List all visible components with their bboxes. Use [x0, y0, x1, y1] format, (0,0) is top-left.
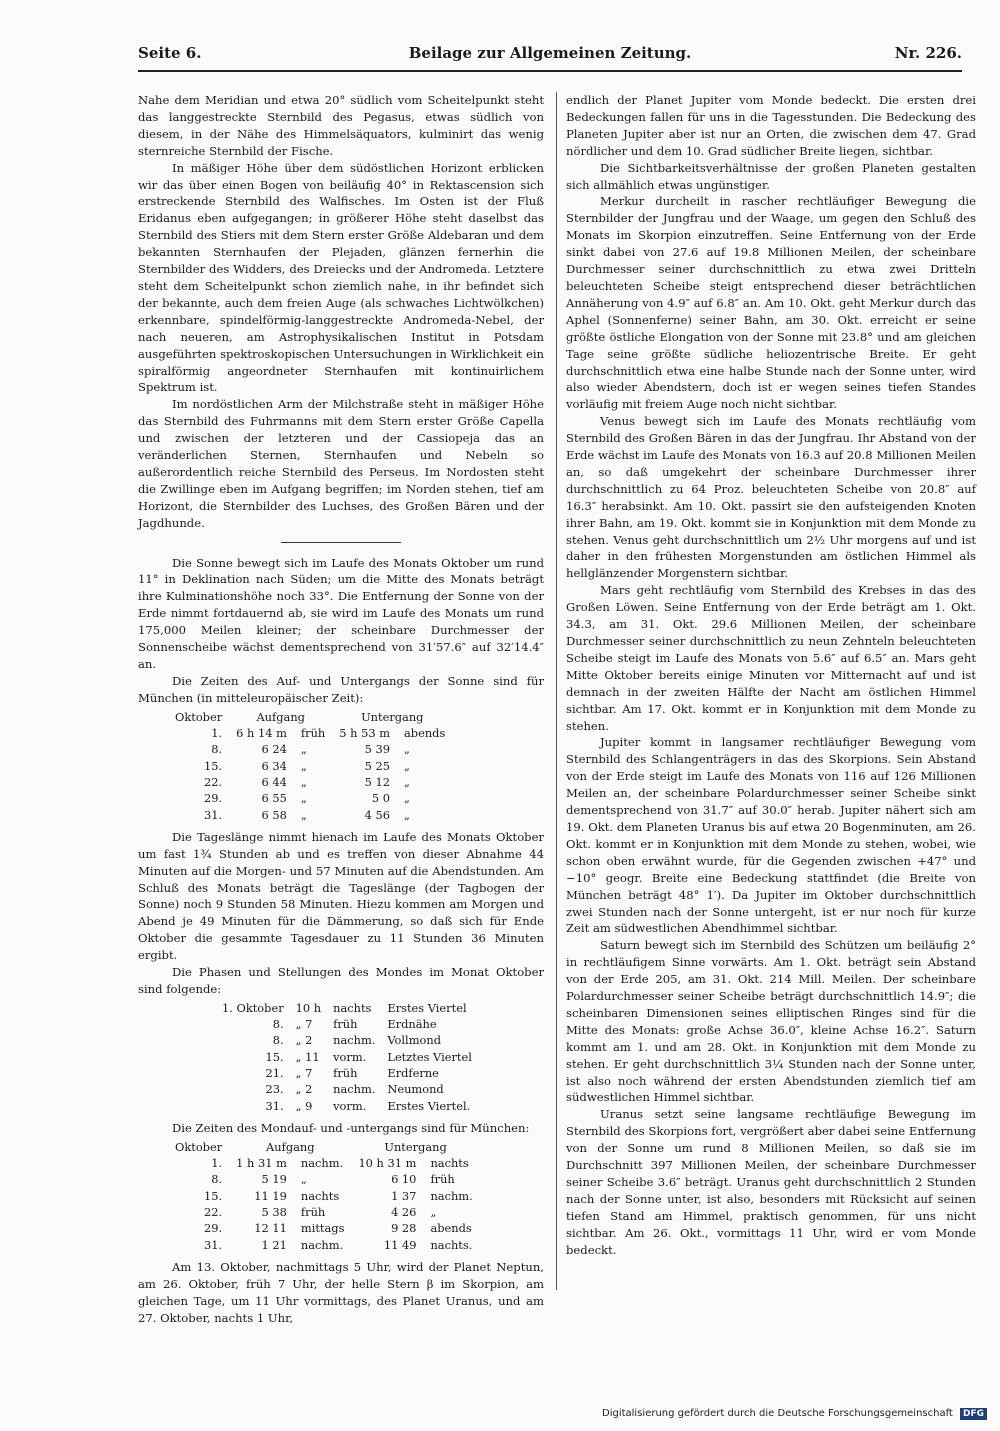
table-row [216, 1000, 478, 1016]
paragraph: Die Sonne bewegt sich im Laufe des Monats Oktober um rund 11° in Deklination nach Süden; um die Mitte des Monats beträgt ihre Kulminationshöhe noch 33°. Die Entfernung der Sonne von der Erde nimmt fortdauernd ab, sie wird im Laufe des Monats um rund 175,000 Meilen kleiner; der scheinbare Durchmesser der Sonnenscheibe wächst dementsprechend von 31′57.6″ auf 32′14.4″ an. [138, 555, 544, 671]
table-cell: „ [404, 807, 410, 822]
table-row [216, 1081, 478, 1097]
table-cell: „ [404, 758, 410, 773]
right-column [566, 92, 976, 1259]
table-cell: 5 39 [364, 742, 390, 757]
header-rule [138, 70, 962, 72]
table-cell: 1 37 [391, 1188, 417, 1203]
table-cell: 1 21 [261, 1237, 287, 1252]
table-cell: 11 19 [254, 1188, 287, 1203]
paragraph: endlich der Planet Jupiter vom Monde bedeckt. Die ersten drei Bedeckungen fallen für uns in die Tagesstunden. Die Bedeckung des Planeten Jupiter aber ist nur an Orten, die zwischen dem 47. Grad nördlicher und dem 10. Grad südlicher Breite liegen, sichtbar. [566, 93, 976, 158]
table-cell: 5 25 [364, 758, 390, 773]
column-divider [556, 92, 557, 1290]
table-cell: 8. [272, 1017, 284, 1032]
credit-text: Digitalisierung gefördert durch die Deutsche Forschungsgemeinschaft [602, 1408, 953, 1419]
table-cell: Vollmond [387, 1033, 441, 1048]
table-row [216, 1032, 478, 1048]
table-cell: 10 h 31 m [358, 1156, 417, 1171]
paragraph: Im nordöstlichen Arm der Milchstraße steht in mäßiger Höhe das Sternbild des Fuhrmanns mit dem Stern erster Größe Capella und zwischen der letzteren und der Cassiopeja das an veränderlichen Sternen, Sternhaufen und Nebeln so außerordentlich reiche Sternbild des Perseus. Im Nordosten steht die Zwillinge eben im Aufgang begriffen; im Norden stehen, tief am Horizont, die Sternbilder des Luchses, des Großen Bären und der Jagdhunde. [138, 397, 544, 530]
paragraph: Jupiter kommt in langsamer rechtläufiger Bewegung vom Sternbild des Schlangenträgers in das des Skorpions. Sein Abstand von der Erde steigt im Laufe des Monats von 116 auf 126 Millionen Meilen an, der scheinbare Polardurchmesser seiner Scheibe sinkt dementsprechend von 31.7″ auf 30.0″ herab. Jupiter nähert sich am 19. Okt. dem Planeten Uranus bis auf etwa 20 Bogenminuten, am 26. Okt. kommt er in Konjunktion mit dem Monde zu stehen, wobei, wie schon oben erwähnt wurde, für die Gegenden zwischen +47° und −10° geogr. Breite eine Bedeckung stattfindet (die Breite von München beträgt 48° 1′). Da Jupiter im Oktober durchschnittlich zwei Stunden nach der Sonne untergeht, ist er nur noch für kurze Zeit am südwestlichen Abendhimmel sichtbar. [566, 735, 976, 936]
table-cell: 31. [204, 807, 223, 822]
table-cell: nachm. [300, 1237, 344, 1252]
table-cell: mittags [300, 1221, 345, 1236]
table-cell: 8. [272, 1033, 284, 1048]
table-cell: 1 h 31 m [236, 1156, 287, 1171]
table-cell: „ [404, 774, 410, 789]
table-cell: 31. [265, 1098, 284, 1113]
table-cell: 5 12 [364, 774, 390, 789]
table-cell: Erstes Viertel. [387, 1098, 471, 1113]
column-header: Aufgang [266, 1139, 315, 1154]
table-cell: „ [404, 742, 410, 757]
table-cell: 6 55 [261, 791, 287, 806]
left-column [138, 92, 544, 1327]
table-cell: 5 h 53 m [339, 726, 390, 741]
table-cell: 6 24 [261, 742, 287, 757]
column-header: Aufgang [256, 709, 305, 724]
table-cell: 6 44 [261, 774, 287, 789]
table-cell: 29. [204, 1221, 223, 1236]
table-cell: vorm. [333, 1049, 367, 1064]
table-cell: „ [300, 758, 307, 773]
moon-phase-table [216, 1000, 478, 1114]
table-cell: nachm. [333, 1033, 376, 1048]
table-row [168, 1188, 480, 1204]
table-cell: abends [430, 1221, 472, 1236]
table-cell: früh [333, 1066, 358, 1081]
table-cell: 23. [265, 1082, 284, 1097]
table-cell: 5 19 [261, 1172, 287, 1187]
table-cell: „ [300, 774, 307, 789]
table-cell: 6 34 [261, 758, 287, 773]
table-cell: 5 0 [371, 791, 390, 806]
table-cell: nachts [430, 1156, 469, 1171]
column-header: Oktober [175, 709, 223, 724]
paragraph: Mars geht rechtläufig vom Sternbild des Krebses in das des Großen Löwen. Seine Entfernung von der Erde beträgt am 1. Okt. 34.3, am 31. Okt. 29.6 Millionen Meilen, der scheinbare Durchmesser seiner durchschnittlich zu neun Zehnteln beleuchteten Scheibe steigt im Laufe des Monats von 5.6″ auf 6.5″ an. Mars geht Mitte Oktober bereits einige Minuten vor Mitternacht auf und ist demnach in der zweiten Hälfte der Nacht am östlichen Himmel sichtbar. Am 17. Okt. kommt er in Konjunktion mit dem Monde zu stehen. [566, 583, 976, 733]
table-cell: 15. [204, 1188, 223, 1203]
table-cell: 12 11 [254, 1221, 287, 1236]
sun-times-table [168, 709, 452, 823]
column-header: Untergang [384, 1139, 447, 1154]
table-cell: früh [300, 726, 326, 741]
table-cell: nachts [333, 1000, 372, 1015]
table-cell: früh [430, 1172, 455, 1187]
page-number: Seite 6. [138, 44, 202, 62]
issue-number: Nr. 226. [894, 44, 962, 62]
table-cell: Neumond [387, 1082, 444, 1097]
table-row [168, 1204, 480, 1220]
dfg-logo: DFG [960, 1408, 987, 1420]
table-row [168, 725, 452, 741]
table-cell: früh [300, 1205, 326, 1220]
table-header-row [168, 709, 452, 725]
paragraph: Venus bewegt sich im Laufe des Monats rechtläufig vom Sternbild des Großen Bären in das der Jungfrau. Ihr Abstand von der Erde wächst im Laufe des Monats von 16.3 auf 20.8 Millionen Meilen an, so daß umgekehrt der scheinbare Durchmesser ihrer durchschnittlich zu 64 Proz. beleuchteten Scheibe von 20.8″ auf 16.3″ herabsinkt. Am 10. Okt. passirt sie den aufsteigenden Knoten ihrer Bahn, am 19. Okt. kommt sie in Konjunktion mit dem Monde zu stehen. Venus geht durchschnittlich um 2½ Uhr morgens auf und ist daher in den frühesten Morgenstunden am östlichen Himmel als hellglänzender Morgenstern sichtbar. [566, 414, 976, 581]
table-cell: 9 28 [391, 1221, 417, 1236]
paragraph: Die Phasen und Stellungen des Mondes im Monat Oktober sind folgende: [138, 965, 544, 996]
table-cell: abends [404, 726, 446, 741]
table-row [216, 1016, 478, 1032]
table-cell: nachts [300, 1188, 340, 1203]
table-row [216, 1098, 478, 1114]
column-header: Untergang [361, 709, 424, 724]
table-cell: nachm. [430, 1188, 473, 1203]
table-row [168, 1237, 480, 1253]
paragraph: Am 13. Oktober, nachmittags 5 Uhr, wird der Planet Neptun, am 26. Oktober, früh 7 Uhr, der helle Stern β im Skorpion, am gleichen Tage, um 11 Uhr vormittags, des Planet Uranus, und am 27. Oktober, nachts 1 Uhr, [138, 1259, 544, 1325]
table-cell: Letztes Viertel [387, 1049, 472, 1064]
table-cell: 8. [211, 1172, 223, 1187]
table-cell: Erdferne [387, 1066, 439, 1081]
table-row [168, 758, 452, 774]
table-cell: Erstes Viertel [387, 1000, 467, 1015]
table-cell: 8. [211, 742, 223, 757]
table-cell: „ [404, 791, 410, 806]
table-cell: 31. [204, 1237, 223, 1252]
table-cell: vorm. [333, 1098, 367, 1113]
table-cell: „ [300, 807, 307, 822]
table-cell: 29. [204, 791, 223, 806]
table-row [168, 741, 452, 757]
table-row [216, 1049, 478, 1065]
table-cell: „ 7 [295, 1066, 313, 1081]
table-cell: nachm. [333, 1082, 376, 1097]
publication-title: Beilage zur Allgemeinen Zeitung. [408, 44, 692, 62]
table-cell: 22. [204, 1205, 223, 1220]
table-cell: „ 2 [295, 1082, 313, 1097]
table-header-row [168, 1139, 480, 1155]
moon-times-table [168, 1139, 480, 1253]
table-cell: 4 56 [364, 807, 390, 822]
table-cell: nachts. [430, 1237, 473, 1252]
table-cell: „ [300, 791, 307, 806]
digitization-credit [602, 1408, 987, 1420]
table-cell: nachm. [300, 1156, 344, 1171]
table-cell: 1. [211, 1156, 223, 1171]
page-header [138, 44, 962, 68]
table-cell: Erdnähe [387, 1017, 437, 1032]
table-row [168, 1171, 480, 1187]
table-cell: „ [300, 742, 307, 757]
paragraph: Die Zeiten des Auf- und Untergangs der Sonne sind für München (in mitteleuropäischer Zeit): [138, 673, 544, 705]
table-cell: 5 38 [261, 1205, 287, 1220]
table-cell: „ 9 [295, 1098, 313, 1113]
table-cell: 6 58 [261, 807, 287, 822]
table-cell: 6 10 [391, 1172, 417, 1187]
table-cell: 1. [211, 726, 223, 741]
section-separator [281, 542, 401, 543]
table-row [168, 774, 452, 790]
table-cell: 15. [265, 1049, 284, 1064]
table-row [168, 807, 452, 823]
table-row [168, 1155, 480, 1171]
table-row [168, 1220, 480, 1236]
paragraph: Nahe dem Meridian und etwa 20° südlich vom Scheitelpunkt steht das langgestreckte Sternbild des Pegasus, etwas südlich von diesem, in der Nähe des Himmelsäquators, kulminirt das wenig sternreiche Sternbild der Fische. [138, 93, 544, 158]
table-cell: 15. [204, 758, 223, 773]
table-cell: 1. Oktober [222, 1000, 284, 1015]
paragraph: Uranus setzt seine langsame rechtläufige Bewegung im Sternbild des Skorpions fort, vergrößert aber dabei seine Entfernung von der Sonne um rund 8 Millionen Meilen, so daß sie im Durchschnitt 397 Millionen Meilen, der scheinbare Durchmesser seiner Scheibe 3.6″ beträgt. Uranus geht durchschnittlich 2 Stunden nach der Sonne unter, ist also, besonders mit Rücksicht auf seinen tiefen Stand am Himmel, praktisch genommen, für uns nicht sichtbar. Am 26. Okt., vormittags 11 Uhr, wird er vom Monde bedeckt. [566, 1107, 976, 1257]
paragraph: In mäßiger Höhe über dem südöstlichen Horizont erblicken wir das über einen Bogen von beiläufig 40° in Rektascension sich erstreckende Sternbild des Walfisches. Im Osten ist der Fluß Eridanus eben aufgegangen; in größerer Höhe steht daselbst das Sternbild des Stiers mit dem Stern erster Größe Aldebaran und dem bekannten Sternhaufen der Plejaden, glänzen fernerhin die Sternbilder des Widders, des Dreiecks und der Andromeda. Letztere steht dem Scheitelpunkt schon ziemlich nahe, in ihr befindet sich der bekannte, auch dem freien Auge (als schwaches Lichtwölkchen) erkennbare, spindelförmig-langgestreckte Andromeda-Nebel, der nach neueren, am Astrophysikalischen Institut in Potsdam ausgeführten spektroskopischen Untersuchungen in Wirklichkeit ein spiralförmig angeordneter Sternhaufen mit kontinuirlichem Spektrum ist. [138, 160, 544, 395]
paragraph: Die Sichtbarkeitsverhältnisse der großen Planeten gestalten sich allmählich etwas ungünstiger. [566, 160, 976, 192]
table-cell: 11 49 [383, 1237, 417, 1252]
table-cell: früh [333, 1017, 358, 1032]
table-cell: 21. [265, 1066, 284, 1081]
column-header: Oktober [175, 1139, 223, 1154]
table-cell: „ [430, 1205, 437, 1220]
table-cell: 4 26 [391, 1205, 417, 1220]
table-row [168, 790, 452, 806]
paragraph: Merkur durcheilt in rascher rechtläufiger Bewegung die Sternbilder der Jungfrau und der Waage, um gegen den Schluß des Monats im Skorpion einzutreffen. Seine Entfernung von der Erde sinkt dabei von 27.6 auf 19.8 Millionen Meilen, der scheinbare Durchmesser seiner durchschnittlich zu etwa zwei Dritteln beleuchteten Scheibe steigt entsprechend dieser beträchtlichen Annäherung von 4.9″ auf 6.8″ an. Am 10. Okt. geht Merkur durch das Aphel (Sonnenferne) seiner Bahn, am 30. Okt. erreicht er seine größte östliche Elongation von der Sonne mit 23.8° und am gleichen Tage seine größte südliche heliozentrische Breite. Er geht durchschnittlich etwa eine halbe Stunde nach der Sonne unter, wird also wieder Abendstern, doch ist er wegen seines tiefen Standes vorläufig mit freiem Auge noch nicht sichtbar. [566, 194, 976, 412]
paragraph: Die Tageslänge nimmt hienach im Laufe des Monats Oktober um fast 1¾ Stunden ab und es treffen von dieser Abnahme 44 Minuten auf die Morgen- und 57 Minuten auf die Abendstunden. Am Schluß des Monats beträgt die Tageslänge (der Tagbogen der Sonne) noch 9 Stunden 58 Minuten. Hiezu kommen am Morgen und Abend je 49 Minuten für die Dämmerung, so daß sich für Ende Oktober die gesammte Tagesdauer zu 11 Stunden 36 Minuten ergibt. [138, 829, 544, 963]
paragraph: Die Zeiten des Mondauf- und -untergangs sind für München: [172, 1120, 530, 1135]
table-cell: „ 11 [295, 1049, 320, 1064]
table-cell: 22. [204, 774, 223, 789]
table-row [216, 1065, 478, 1081]
table-cell: 6 h 14 m [236, 726, 287, 741]
table-cell: „ 2 [295, 1033, 313, 1048]
paragraph: Saturn bewegt sich im Sternbild des Schützen um beiläufig 2° in rechtläufigem Sinne vorwärts. Am 1. Okt. beträgt sein Abstand von der Erde 205, am 31. Okt. 214 Mill. Meilen. Der scheinbare Polardurchmesser seiner Scheibe beträgt durchschnittlich 14.9″; die scheinbaren Dimensionen seines elliptischen Ringes sind für die Mitte des Monats: große Achse 36.0″, kleine Achse 16.2″. Saturn kommt am 1. und am 28. Okt. in Konjunktion mit dem Monde zu stehen. Er geht durchschnittlich 3¼ Stunden nach der Sonne unter, ist also noch während der ersten Abendstunden ziemlich tief am südwestlichen Himmel sichtbar. [566, 938, 976, 1105]
table-cell: „ 7 [295, 1017, 313, 1032]
table-cell: 10 h [295, 1000, 322, 1015]
table-cell: „ [300, 1172, 307, 1187]
